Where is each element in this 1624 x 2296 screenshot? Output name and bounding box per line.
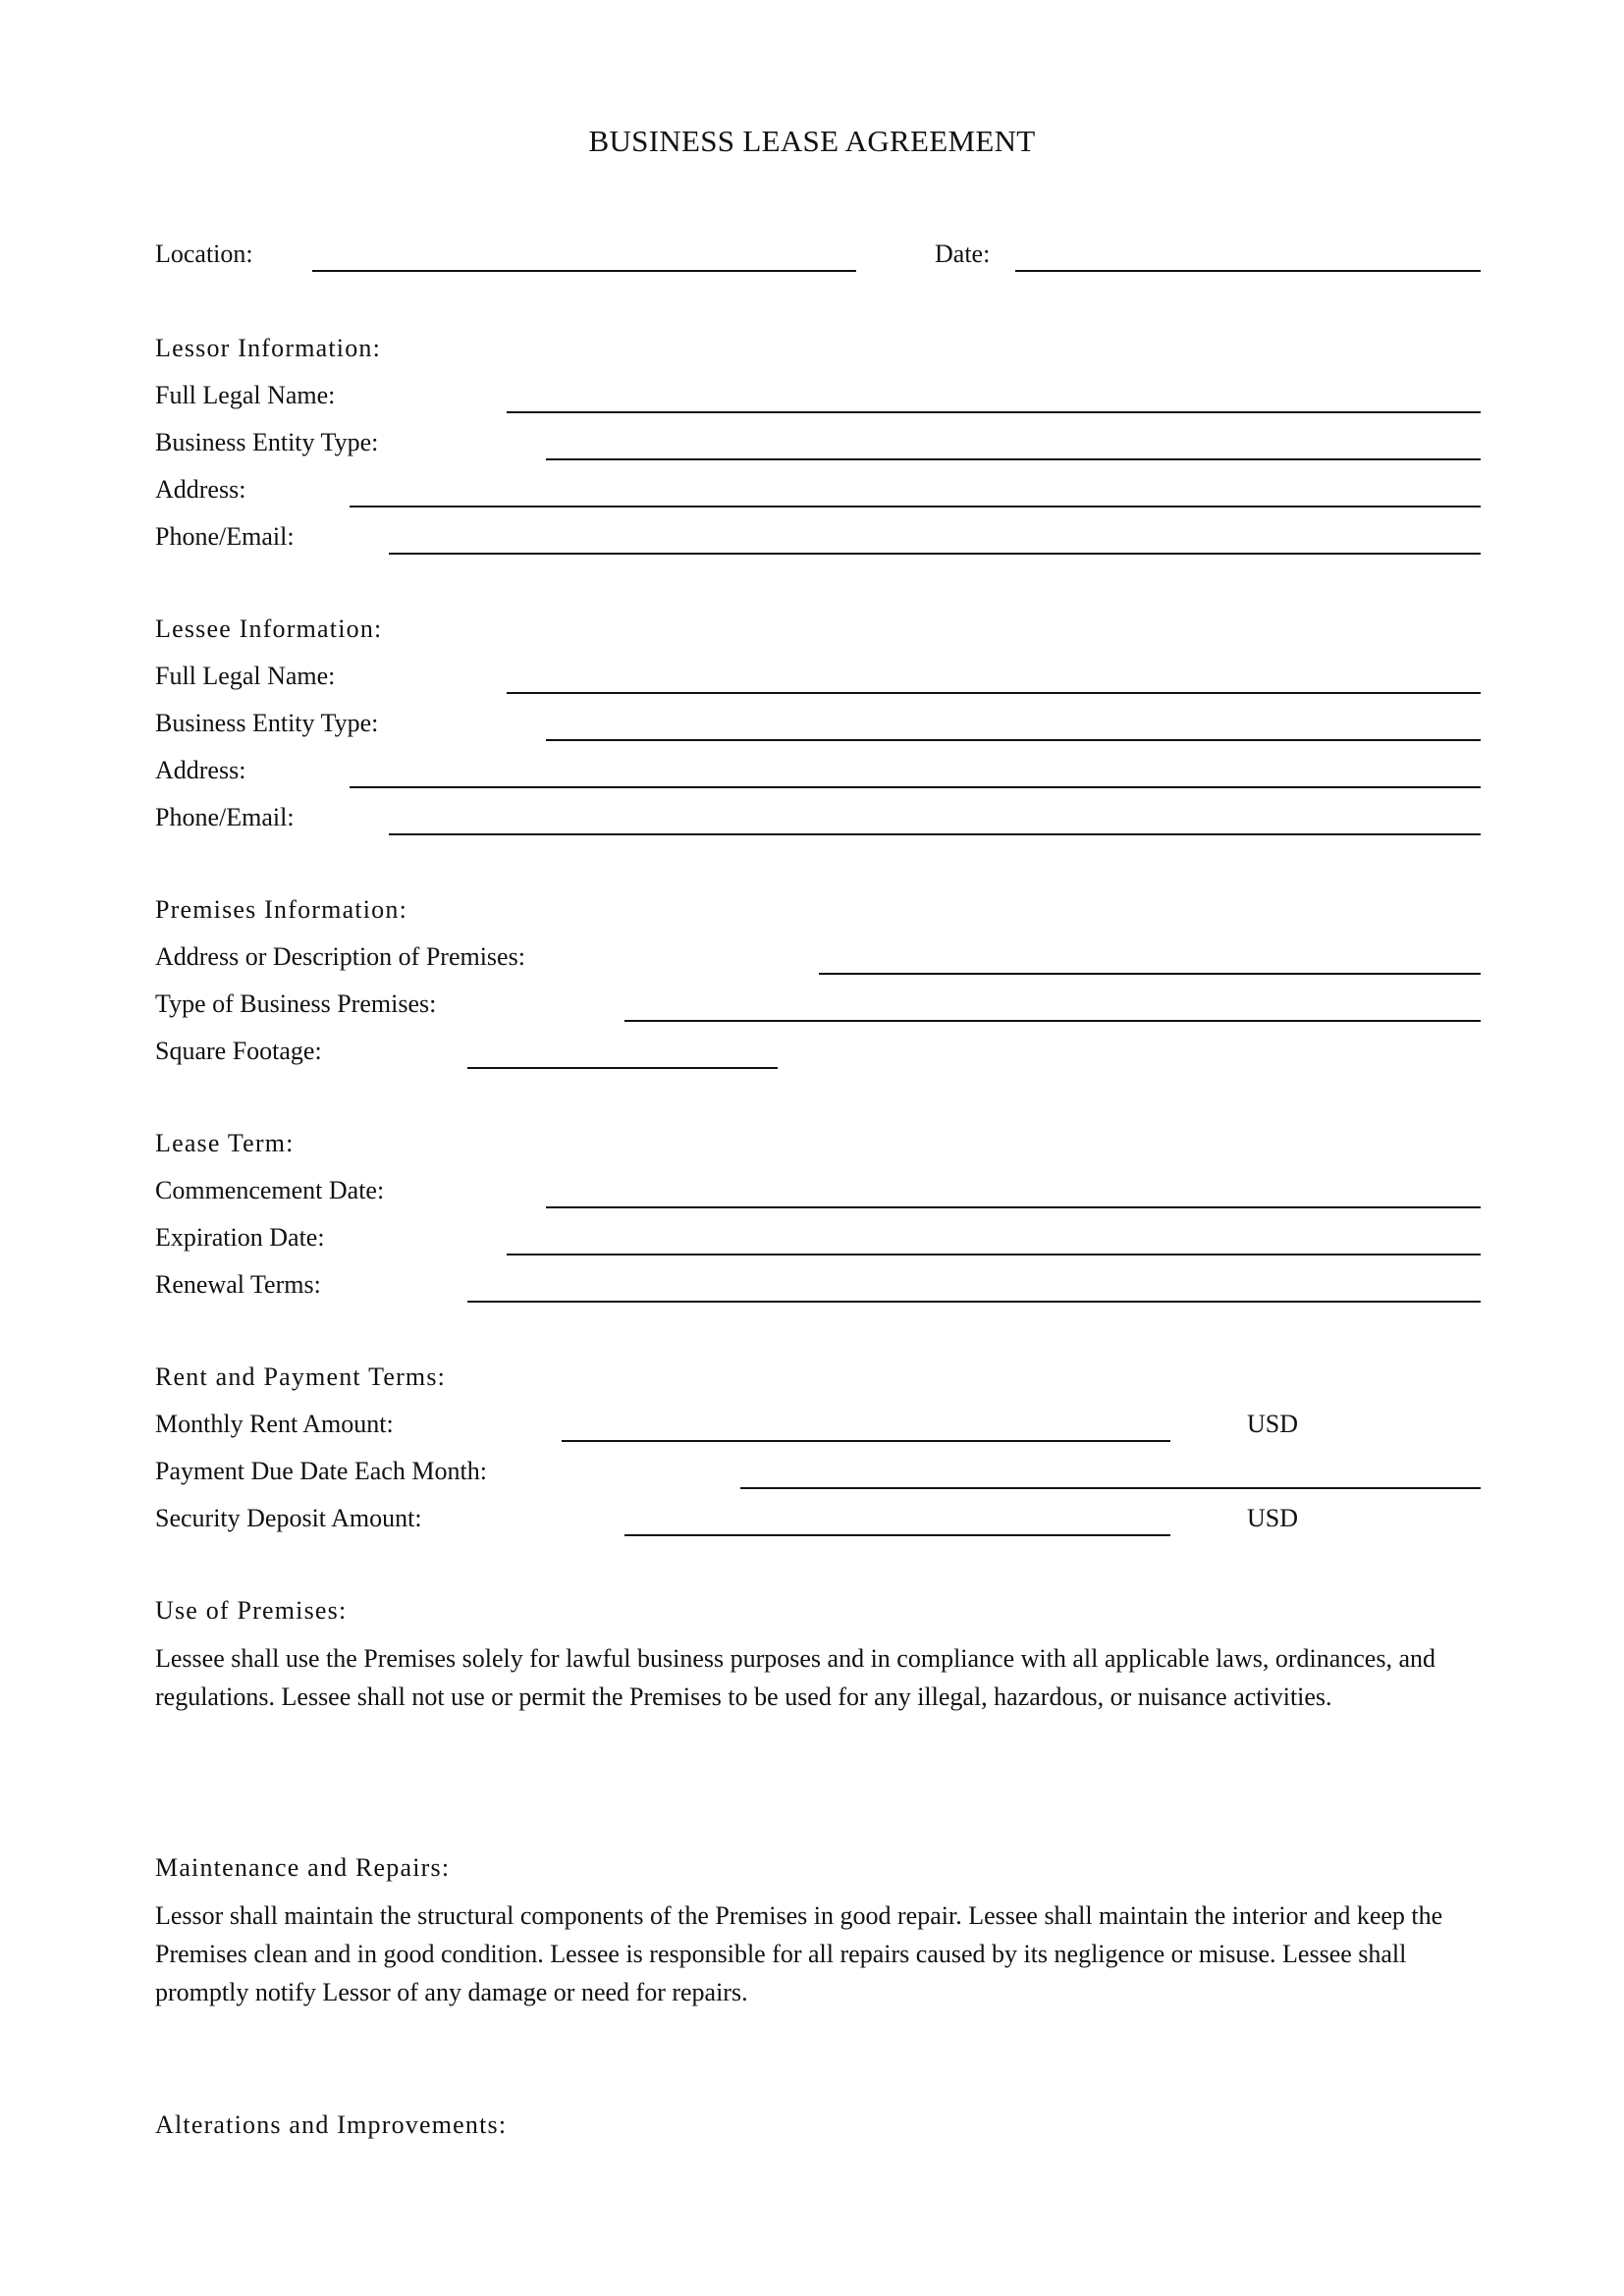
monthly-rent-label: Monthly Rent Amount: [155, 1410, 394, 1438]
security-deposit-label: Security Deposit Amount: [155, 1504, 422, 1532]
lessor-full-name-label: Full Legal Name: [155, 381, 336, 409]
location-label: Location: [155, 240, 253, 268]
lessee-address-label: Address: [155, 756, 246, 784]
date-label: Date: [935, 240, 991, 268]
lessee-full-name-field[interactable] [507, 692, 1481, 694]
document-title: BUSINESS LEASE AGREEMENT [588, 124, 1036, 158]
lessee-full-name-label: Full Legal Name: [155, 662, 336, 690]
monthly-rent-field[interactable] [562, 1440, 1170, 1442]
premises-address-field[interactable] [819, 973, 1481, 975]
premises-heading: Premises Information: [155, 895, 407, 924]
lessor-full-name-field[interactable] [507, 411, 1481, 413]
rent-heading: Rent and Payment Terms: [155, 1362, 447, 1391]
premises-type-label: Type of Business Premises: [155, 989, 437, 1018]
lessor-phone-email-label: Phone/Email: [155, 522, 295, 551]
lessee-address-field[interactable] [350, 786, 1481, 788]
location-field[interactable] [312, 270, 856, 272]
premises-type-field[interactable] [624, 1020, 1481, 1022]
lessee-heading: Lessee Information: [155, 614, 383, 643]
square-footage-label: Square Footage: [155, 1037, 322, 1065]
expiration-date-field[interactable] [507, 1254, 1481, 1255]
commencement-date-field[interactable] [546, 1206, 1481, 1208]
date-field[interactable] [1015, 270, 1481, 272]
lessor-entity-type-field[interactable] [546, 458, 1481, 460]
alterations-heading: Alterations and Improvements: [155, 2110, 508, 2139]
renewal-terms-field[interactable] [467, 1301, 1481, 1303]
payment-due-date-field[interactable] [740, 1487, 1481, 1489]
lessee-phone-email-label: Phone/Email: [155, 803, 295, 831]
lessee-entity-type-field[interactable] [546, 739, 1481, 741]
lessor-phone-email-field[interactable] [389, 553, 1481, 555]
lessor-address-field[interactable] [350, 506, 1481, 507]
lessee-entity-type-label: Business Entity Type: [155, 709, 379, 737]
security-deposit-currency: USD [1247, 1504, 1299, 1532]
premises-address-label: Address or Description of Premises: [155, 942, 525, 971]
commencement-date-label: Commencement Date: [155, 1176, 385, 1204]
lease-term-heading: Lease Term: [155, 1129, 295, 1157]
use-of-premises-text: Lessee shall use the Premises solely for lawful business purposes and in compliance with all applicable laws, ordinances, and regulations. Lessee shall not use or permit the Premises to be used for any illegal, hazardous, or nuisance activities. [155, 1644, 1435, 1711]
payment-due-date-label: Payment Due Date Each Month: [155, 1457, 487, 1485]
lessor-heading: Lessor Information: [155, 334, 382, 362]
renewal-terms-label: Renewal Terms: [155, 1270, 321, 1299]
expiration-date-label: Expiration Date: [155, 1223, 325, 1252]
maintenance-text: Lessor shall maintain the structural components of the Premises in good repair. Lessee shall maintain the interior and keep the Premises clean and in good condition. Lessee is responsible for all repairs caused by its negligence or misuse. Lessee shall promptly notify Lessor of any damage or need for repairs. [155, 1901, 1443, 2006]
lessor-address-label: Address: [155, 475, 246, 504]
security-deposit-field[interactable] [624, 1534, 1170, 1536]
square-footage-field[interactable] [467, 1067, 778, 1069]
use-of-premises-heading: Use of Premises: [155, 1596, 348, 1625]
maintenance-heading: Maintenance and Repairs: [155, 1853, 451, 1882]
monthly-rent-currency: USD [1247, 1410, 1299, 1438]
lessee-phone-email-field[interactable] [389, 833, 1481, 835]
lessor-entity-type-label: Business Entity Type: [155, 428, 379, 456]
